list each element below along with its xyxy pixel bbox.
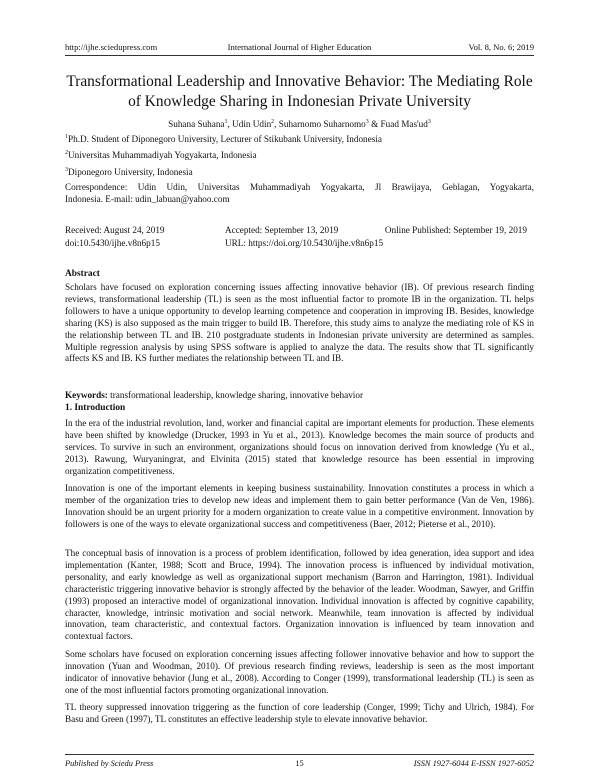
keywords-text: transformational leadership, knowledge sharing, innovative behavior [107, 390, 364, 400]
abstract-text: Scholars have focused on exploration concerning issues affecting innovative behavior (IB). Of previous research finding reviews, transformational leadership (TL) is seen as the most influential factor to promote IB in the organization. TL helps followers to have a unique opportunity to develop learning competence and cooperation in improving IB. Besides, knowledge sharing (KS) is also supposed as the main trigger to build IB. Therefore, this study aims to analyze the mediating role of KS in the relationship between TL and IB. 210 postgraduate students in Indonesian private university are determined as samples. Multiple regression analysis by using SPSS software is applied to analyze the data. The results show that TL significantly affects KS and IB. KS further mediates the relationship between TL and IB. [65, 282, 534, 364]
affiliation-sup: 3 [65, 166, 68, 173]
affiliation [65, 166, 534, 178]
abstract-heading: Abstract [65, 269, 100, 279]
dates-row [65, 224, 534, 236]
doi-row [65, 237, 534, 249]
accepted-date: Accepted: September 13, 2019 [225, 225, 339, 235]
paragraph: TL theory suppressed innovation triggering as the function of core leadership (Conger, 1999; Tichy and Ulrich, 1984). For Basu and Green (1997), TL constitutes an effective leadership style to elevate innovative behavior. [65, 702, 534, 724]
author-sup: 3 [365, 118, 369, 125]
affiliation [65, 133, 534, 145]
paragraph: Some scholars have focused on exploration concerning issues affecting follower innovative behavior and how to support the innovation (Yuan and Woodman, 2010). Of previous research finding reviews, leadership is seen as the most important indicator of innovative behavior (Jung et al., 2008). According to Conger (1999), transformational leadership (TL) is seen as one of the most influential factors promoting organizational innovation. [65, 649, 534, 695]
author-separator: , [274, 119, 279, 129]
running-header [65, 41, 534, 53]
section-heading: 1. Introduction [65, 403, 126, 413]
journal-url[interactable]: http://ijhe.sciedupress.com [65, 42, 158, 52]
doi-url[interactable]: URL: https://doi.org/10.5430/ijhe.v8n6p15 [225, 238, 384, 248]
correspondence-line: Indonesia. E-mail: udin_labuan@yahoo.com [65, 194, 230, 204]
author-separator: , [227, 119, 233, 129]
author-separator: & [368, 119, 381, 129]
page-footer [65, 758, 534, 770]
affiliation-text: Ph.D. Student of Diponegoro University, Lecturer of Stikubank University, Indonesia [68, 134, 382, 144]
author-sup: 1 [224, 118, 228, 125]
received-date: Received: August 24, 2019 [65, 225, 165, 235]
published-date: Online Published: September 19, 2019 [384, 225, 527, 235]
author-sup: 2 [271, 118, 275, 125]
author-name: Suharnomo Suharnomo [278, 119, 366, 129]
author-list [65, 118, 534, 130]
doi[interactable]: doi:10.5430/ijhe.v8n6p15 [65, 238, 160, 248]
issn: ISSN 1927-6044 E-ISSN 1927-6052 [413, 759, 534, 768]
affiliation-sup: 1 [65, 133, 68, 140]
footer-rule [65, 754, 534, 755]
keywords [65, 389, 534, 401]
affiliation-sup: 2 [65, 149, 68, 156]
page-number: 15 [295, 759, 304, 768]
author-name: Fuad Mas'ud [380, 119, 428, 129]
paragraph: In the era of the industrial revolution, land, worker and financial capital are important elements for production. These elements have been shifted by knowledge (Drucker, 1993 in Yu et al., 2013). Knowledge becomes the main source of products and services. To survive in such an environment, organizations should focus on innovation derived from knowledge (Yu et al., 2013). Rawung, Wuryaningrat, and Elvinita (2015) stated that knowledge resource has been essential in improving organization competitiveness. [65, 418, 534, 476]
paragraph: The conceptual basis of innovation is a process of problem identification, followed by idea generation, idea support and idea implementation (Kanter, 1988; Scott and Bruce, 1994). The innovation process is influenced by individual motivation, personality, and early knowledge as well as organizational support mechanism (Barron and Harrington, 1981). Individual characteristic triggering innovative behavior is strongly affected by the behavior of the leader. Woodman, Sawyer, and Griffin (1993) proposed an interactive model of organizational innovation. Individual innovation is affected by cognitive capability, character, knowledge, intrinsic motivation and social network. Meanwhile, team innovation is affected by individual innovation, team characteristic, and contextual factors. Organization innovation is influenced by team innovation and contextual factors. [65, 548, 534, 642]
correspondence-line: Correspondence: Udin Udin, Universitas Muhammadiyah Yogyakarta, Jl Brawijaya, Geblagan, Yogyakarta, [65, 182, 534, 192]
affiliation-text: Diponegoro University, Indonesia [68, 167, 193, 177]
affiliation-text: Universitas Muhammadiyah Yogyakarta, Indonesia [68, 150, 257, 160]
author-name: Suhana Suhana [168, 119, 225, 129]
header-rule [65, 55, 534, 56]
author-name: Udin Udin [232, 119, 272, 129]
affiliation [65, 149, 534, 161]
volume-info: Vol. 8, No. 6; 2019 [468, 42, 534, 52]
paper-title: Transformational Leadership and Innovative Behavior: The Mediating Role of Knowledge Sharing in Indonesian Private University [66, 73, 533, 110]
keywords-label: Keywords: [65, 390, 108, 400]
journal-name: International Journal of Higher Education [227, 42, 372, 52]
publisher: Published by Sciedu Press [65, 759, 154, 768]
author-sup: 3 [427, 118, 431, 125]
paragraph: Innovation is one of the important elements in keeping business sustainability. Innovation constitutes a process in which a member of the organization tries to develop new ideas and implement them to gain better performance (Van de Ven, 1986). Innovation should be an urgent priority for a modern organization to create value in a competitive environment. Innovation by followers is one of the ways to elevate organizational success and competitiveness (Baer, 2012; Pieterse et al., 2010). [65, 483, 534, 529]
